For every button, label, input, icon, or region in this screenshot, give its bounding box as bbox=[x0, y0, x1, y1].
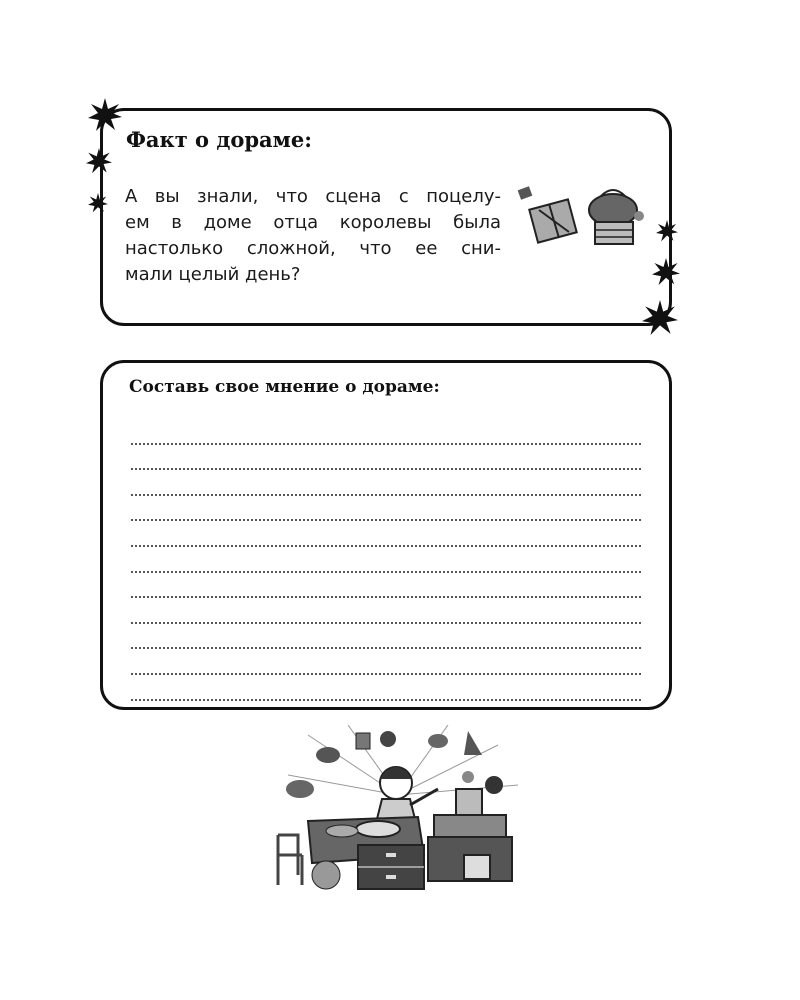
star-icon bbox=[88, 193, 108, 213]
fact-line-4: мали целый день? bbox=[125, 264, 301, 285]
writing-line[interactable] bbox=[131, 445, 641, 471]
writing-line[interactable] bbox=[131, 624, 641, 650]
star-icon bbox=[656, 220, 678, 242]
writing-line[interactable] bbox=[131, 521, 641, 547]
fact-title: Факт о дораме: bbox=[126, 127, 312, 152]
fact-line-3: настолько сложной, что ее сни- bbox=[125, 238, 501, 259]
fact-text bbox=[125, 184, 501, 288]
fact-line-2: ем в доме отца королевы была bbox=[125, 212, 501, 233]
cooking-girl-illustration bbox=[268, 725, 530, 895]
writing-lines[interactable] bbox=[131, 419, 641, 701]
opinion-title: Составь свое мнение о дораме: bbox=[129, 377, 440, 397]
crown-and-gift-illustration bbox=[515, 182, 655, 262]
fact-line-1: А вы знали, что сцена с поцелу- bbox=[125, 186, 501, 207]
writing-line[interactable] bbox=[131, 470, 641, 496]
opinion-box bbox=[100, 360, 672, 710]
star-icon bbox=[86, 148, 112, 174]
writing-line[interactable] bbox=[131, 675, 641, 701]
star-icon bbox=[642, 300, 678, 336]
writing-line[interactable] bbox=[131, 547, 641, 573]
star-icon bbox=[652, 258, 680, 286]
writing-line[interactable] bbox=[131, 573, 641, 599]
writing-line[interactable] bbox=[131, 419, 641, 445]
star-icon bbox=[88, 98, 122, 132]
writing-line[interactable] bbox=[131, 649, 641, 675]
writing-line[interactable] bbox=[131, 496, 641, 522]
writing-line[interactable] bbox=[131, 598, 641, 624]
